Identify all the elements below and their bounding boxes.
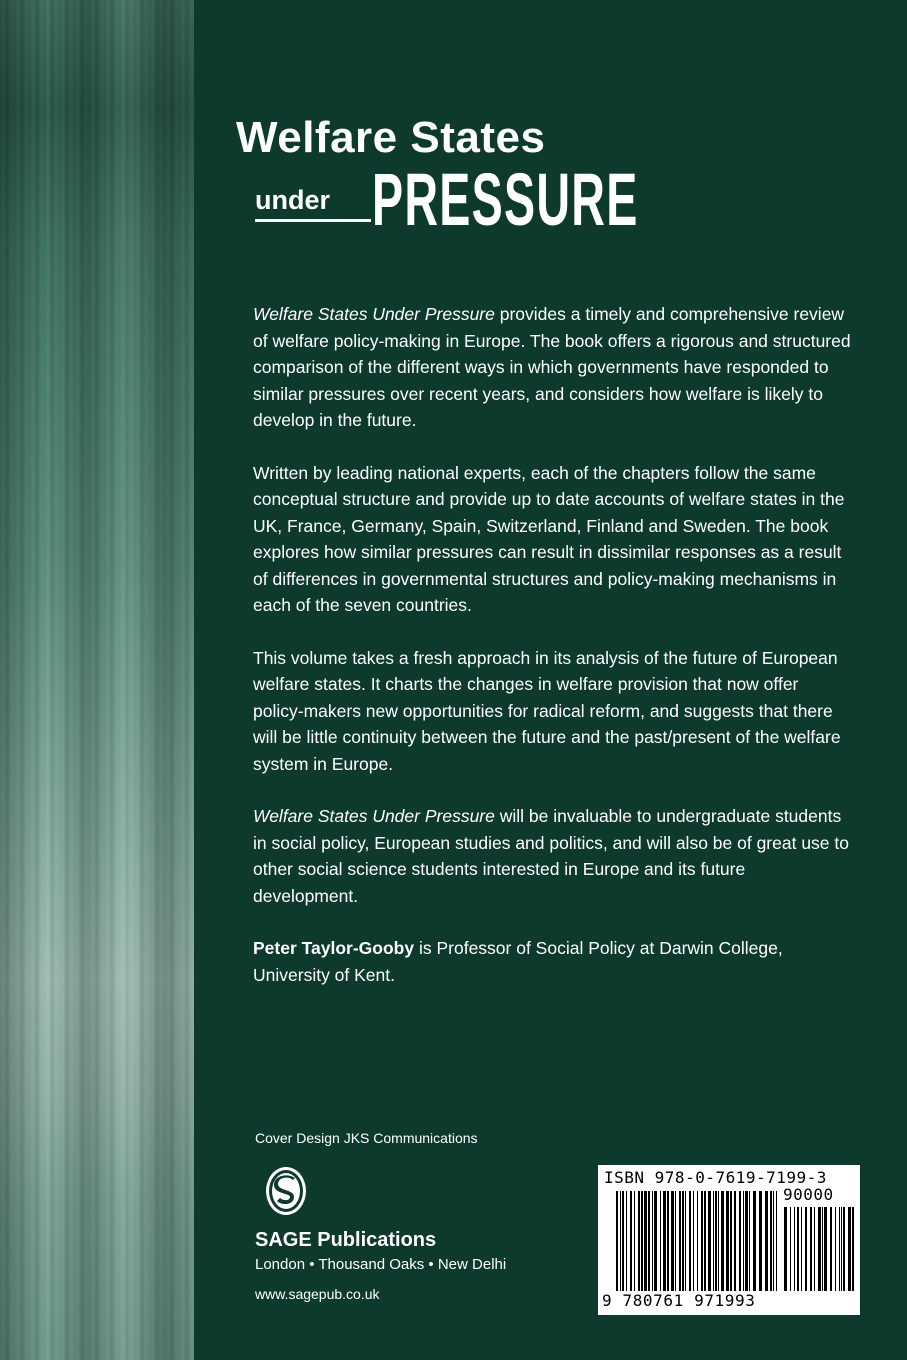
title-underline: [255, 219, 371, 222]
blurb-paragraph-4: [253, 803, 853, 909]
barcode-bar: [693, 1191, 694, 1291]
barcode-bar: [794, 1207, 795, 1291]
publisher-name: SAGE Publications: [255, 1229, 437, 1251]
barcode-bar: [739, 1191, 741, 1291]
blurb: [253, 301, 853, 1014]
barcode-bar: [697, 1191, 698, 1291]
barcode-bar: [671, 1191, 674, 1291]
barcode-bar: [648, 1191, 650, 1291]
barcode-bar: [644, 1191, 647, 1291]
barcode-bar: [721, 1191, 724, 1291]
barcode-bar: [770, 1191, 772, 1291]
blurb-paragraph-1-text: provides a timely and comprehensive review of welfare policy-making in Europe. The book offers a rigorous and structured comparison of the different ways in which governments have responded to similar pressures over recent years, and considers how welfare is likely to develop in the future.: [253, 304, 851, 430]
barcode-bar: [726, 1191, 729, 1291]
barcode-bar: [814, 1207, 815, 1291]
title-line-welfare-states: Welfare States: [236, 113, 546, 162]
barcode-bar: [801, 1207, 802, 1291]
barcode-digits: 9 780761 971993: [602, 1291, 756, 1310]
barcode-bar: [620, 1191, 621, 1291]
author-name: Peter Taylor-Gooby: [253, 938, 415, 958]
author-bio: [253, 935, 853, 988]
barcode-bar: [701, 1191, 703, 1291]
barcode-bar: [641, 1191, 643, 1291]
barcode-bar: [843, 1207, 845, 1291]
barcode-bar: [730, 1191, 732, 1291]
barcode-bar: [685, 1191, 686, 1291]
barcode-bar: [753, 1191, 756, 1291]
cover-image-strip: [0, 0, 194, 1360]
barcode-bar: [824, 1207, 827, 1291]
author-bio-text: is Professor of Social Policy at Darwin College, University of Kent.: [253, 938, 783, 985]
barcode-bar: [718, 1191, 719, 1291]
barcode: [598, 1165, 860, 1315]
blurb-paragraph-3: This volume takes a fresh approach in its analysis of the future of European welfare states. It charts the changes in welfare provision that now offer policy-makers new opportunities for radical reform, and suggests that there will be little continuity between the future and the past/present of the welfare system in Europe.: [253, 647, 841, 774]
blurb-book-title: Welfare States Under Pressure: [253, 304, 495, 324]
barcode-bar: [713, 1191, 714, 1291]
barcode-bar: [663, 1191, 666, 1291]
publisher-cities: London • Thousand Oaks • New Delhi: [255, 1256, 507, 1273]
barcode-bar: [841, 1207, 842, 1291]
barcode-bar: [848, 1207, 851, 1291]
barcode-bar: [852, 1207, 854, 1291]
barcode-bar: [835, 1207, 836, 1291]
barcode-bar: [689, 1191, 691, 1291]
barcode-bar: [797, 1207, 799, 1291]
title-line-under-pressure: [236, 158, 666, 246]
barcode-bar: [708, 1191, 711, 1291]
barcode-bar: [743, 1191, 744, 1291]
barcode-bar: [660, 1191, 661, 1291]
barcode-bar: [805, 1207, 807, 1291]
barcode-bar: [822, 1207, 823, 1291]
barcode-bar: [715, 1191, 717, 1291]
barcode-bar: [784, 1207, 787, 1291]
barcode-bar: [773, 1191, 774, 1291]
barcode-bar: [810, 1207, 812, 1291]
blurb-paragraph-2: Written by leading national experts, each of the chapters follow the same conceptual structure and provide up to date accounts of welfare states in the UK, France, Germany, Spain, Switzerland, Finland and Sweden. The book explores how similar pressures can result in dissimilar responses as a result of differences in governmental structures and policy-making mechanisms in each of the seven countries.: [253, 462, 845, 615]
barcode-bar: [759, 1191, 762, 1291]
publisher-url: www.sagepub.co.uk: [255, 1286, 380, 1302]
blurb-book-title-2: Welfare States Under Pressure: [253, 806, 495, 826]
barcode-bar: [790, 1207, 791, 1291]
barcode-bar: [734, 1191, 736, 1291]
barcode-bar: [818, 1207, 821, 1291]
barcode-bar: [626, 1191, 627, 1291]
title-word-pressure: PRESSURE: [372, 158, 639, 241]
blurb-paragraph-1: [253, 301, 853, 434]
barcode-bar: [675, 1191, 676, 1291]
barcode-bar: [622, 1191, 624, 1291]
barcode-bar: [652, 1191, 653, 1291]
book-title: [236, 112, 666, 246]
title-word-under: under: [255, 185, 331, 215]
barcode-bar: [776, 1191, 777, 1291]
barcode-bar: [749, 1191, 750, 1291]
isbn-label: ISBN 978-0-7619-7199-3: [604, 1168, 827, 1187]
barcode-bar: [638, 1191, 640, 1291]
barcode-bar: [667, 1191, 669, 1291]
barcode-bar: [745, 1191, 748, 1291]
cover-design-credit: Cover Design JKS Communications: [255, 1130, 478, 1146]
barcode-bar: [616, 1191, 618, 1291]
barcode-bar: [630, 1191, 632, 1291]
barcode-bar: [830, 1207, 832, 1291]
barcode-bar: [634, 1191, 635, 1291]
blurb-paragraph-4-text: will be invaluable to undergraduate students in social policy, European studies and politics, and will also be of great use to other social science students interested in Europe and its future development.: [253, 806, 849, 906]
barcode-bar: [654, 1191, 657, 1291]
barcode-bar: [839, 1207, 840, 1291]
barcode-addon-digits: 90000: [783, 1185, 834, 1204]
barcode-bar: [704, 1191, 706, 1291]
sage-logo-icon: [264, 1165, 308, 1217]
barcode-bar: [679, 1191, 681, 1291]
barcode-bar: [682, 1191, 684, 1291]
barcode-bar: [765, 1191, 768, 1291]
